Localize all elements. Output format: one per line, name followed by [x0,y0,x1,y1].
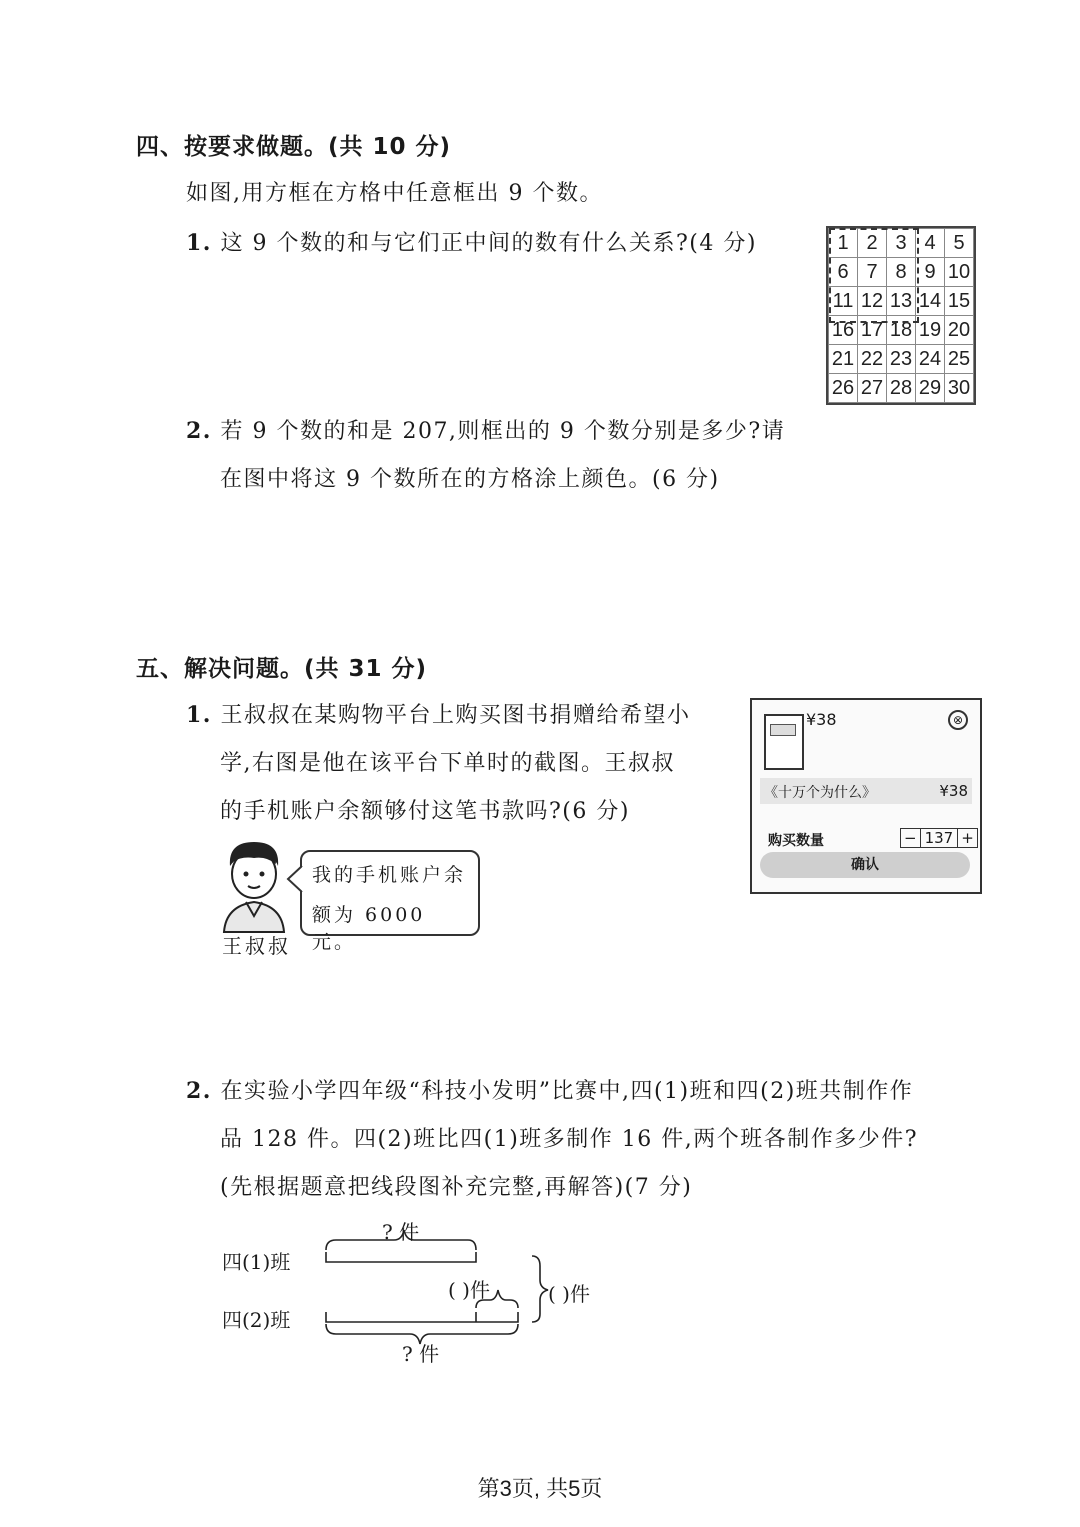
grid-cell[interactable]: 23 [887,345,916,374]
section5-q2-line2: 品 128 件。四(2)班比四(1)班多制作 16 件,两个班各制作多少件? [220,1127,919,1152]
section5-q1-line3: 的手机账户余额够付这笔书款吗?(6 分) [220,799,630,824]
person-label: 王叔叔 [222,934,291,958]
total-brace [532,1256,548,1322]
confirm-button[interactable]: 确认 [760,852,970,878]
bottom-question-label: ? 件 [402,1342,440,1366]
difference-label: ( )件 [448,1278,490,1302]
grid-cell[interactable]: 22 [858,345,887,374]
number-grid[interactable] [826,226,976,405]
page-footer: 第3页, 共5页 [477,1476,603,1501]
plus-button[interactable]: + [961,829,974,847]
quantity-stepper[interactable] [900,828,978,848]
grid-cell[interactable]: 26 [829,374,858,403]
segment-diagram [210,1210,670,1380]
grid-row [829,345,974,374]
shopping-screenshot [750,698,982,894]
grid-cell[interactable]: 2 [858,229,887,258]
grid-row [829,229,974,258]
grid-row [829,316,974,345]
person-illustration [216,836,296,936]
section4-heading: 四、按要求做题。(共 10 分) [136,134,452,160]
section4-q2-line2: 在图中将这 9 个数所在的方格涂上颜色。(6 分) [220,467,720,492]
quantity-value[interactable]: 137 [920,829,959,847]
book-title: 《十万个为什么》 [764,785,876,801]
quantity-label: 购买数量 [768,833,824,849]
grid-cell[interactable]: 5 [945,229,974,258]
grid-cell[interactable]: 16 [829,316,858,345]
grid-row [829,258,974,287]
grid-cell[interactable]: 9 [916,258,945,287]
bubble-line2: 额为 6000 元。 [312,904,426,953]
grid-cell[interactable]: 14 [916,287,945,316]
grid-cell[interactable]: 25 [945,345,974,374]
unit-price: ¥38 [806,710,837,729]
grid-cell[interactable]: 27 [858,374,887,403]
bubble-line1: 我的手机账户余 [312,864,467,886]
grid-cell[interactable]: 10 [945,258,974,287]
grid-cell[interactable]: 15 [945,287,974,316]
s5q2-text-line1: 在实验小学四年级“科技小发明”比赛中,四(1)班和四(2)班共制作作 [220,1079,914,1104]
grid-cell[interactable]: 11 [829,287,858,316]
grid-cell[interactable]: 6 [829,258,858,287]
grid-cell[interactable]: 19 [916,316,945,345]
q2-text-line1: 若 9 个数的和是 207,则框出的 9 个数分别是多少?请 [220,419,786,444]
class1-segment [326,1252,476,1262]
q1-text: 这 9 个数的和与它们正中间的数有什么关系?(4 分) [220,231,757,256]
grid-row [829,287,974,316]
grid-cell[interactable]: 4 [916,229,945,258]
section4-intro: 如图,用方框在方格中任意框出 9 个数。 [186,181,603,206]
section5-q1-line1 [186,698,690,729]
book-price: ¥38 [939,782,968,800]
grid-cell[interactable]: 8 [887,258,916,287]
grid-cell[interactable]: 7 [858,258,887,287]
close-icon[interactable]: ⊗ [948,710,968,730]
speech-bubble [300,850,480,953]
s5q1-number: 1. [186,702,212,728]
grid-cell[interactable]: 13 [887,287,916,316]
s5q2-number: 2. [186,1078,212,1104]
bubble-tail [286,864,306,894]
top-question-label: ? 件 [382,1220,420,1244]
grid-cell[interactable]: 24 [916,345,945,374]
section4-q1 [186,226,757,257]
grid-cell[interactable]: 29 [916,374,945,403]
grid-cell[interactable]: 3 [887,229,916,258]
grid-cell[interactable]: 21 [829,345,858,374]
grid-cell[interactable]: 28 [887,374,916,403]
book-icon [764,714,804,770]
grid-cell[interactable]: 17 [858,316,887,345]
class2-label: 四(2)班 [222,1308,291,1332]
section5-q1-line2: 学,右图是他在该平台下单时的截图。王叔叔 [220,751,675,776]
s5q1-text-line1: 王叔叔在某购物平台上购买图书捐赠给希望小 [220,703,691,728]
section5-heading: 五、解决问题。(共 31 分) [136,656,428,682]
section4-q2-line1 [186,414,785,445]
grid-cell[interactable]: 18 [887,316,916,345]
q2-number: 2. [186,418,212,444]
grid-cell[interactable]: 1 [829,229,858,258]
total-label: ( )件 [548,1282,590,1306]
grid-row [829,374,974,403]
class2-segment [326,1312,518,1322]
grid-cell[interactable]: 20 [945,316,974,345]
section5-q2-line3: (先根据题意把线段图补充完整,再解答)(7 分) [220,1175,693,1200]
minus-button[interactable]: − [904,829,917,847]
grid-cell[interactable]: 12 [858,287,887,316]
section5-q2-line1 [186,1074,913,1105]
class1-label: 四(1)班 [222,1250,291,1274]
q1-number: 1. [186,230,212,256]
grid-cell[interactable]: 30 [945,374,974,403]
